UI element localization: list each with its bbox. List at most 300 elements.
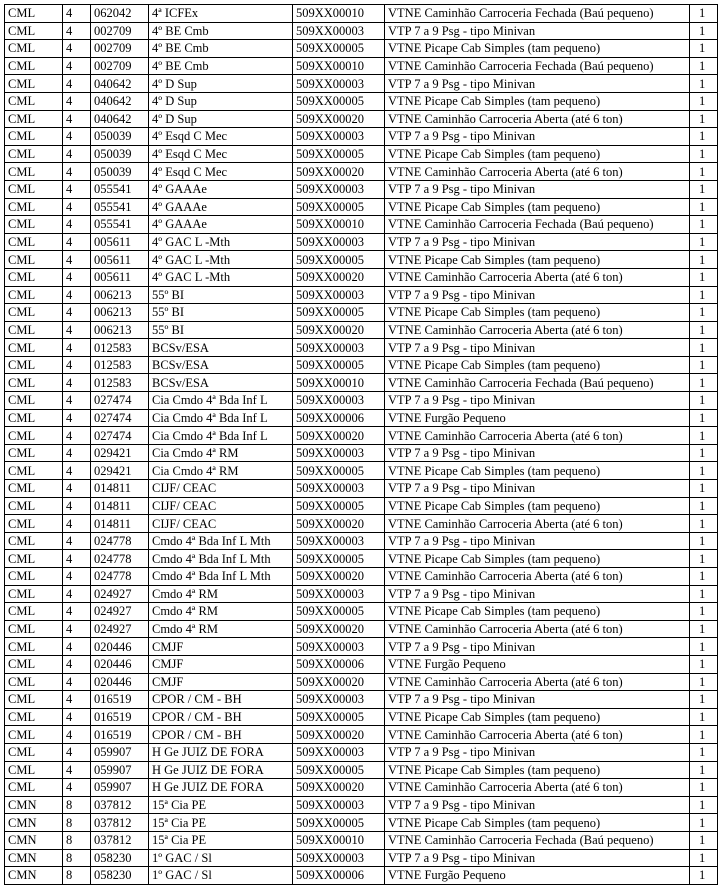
unit-name-cell: 4º BE Cmb [149,57,293,75]
quantity-cell: 1 [690,585,718,603]
unit-name-cell: 4º BE Cmb [149,40,293,58]
unit-code-cell: 027474 [91,392,149,410]
item-code-cell: 509XX00003 [293,392,385,410]
vehicle-description-cell: VTNE Caminhão Carroceria Aberta (até 6 ton) [385,110,690,128]
quantity-cell: 1 [690,462,718,480]
vehicle-description-cell: VTP 7 a 9 Psg - tipo Minivan [385,180,690,198]
unit-code-cell: 029421 [91,444,149,462]
region-cell: 4 [63,655,91,673]
command-cell: CML [5,409,63,427]
quantity-cell: 1 [690,339,718,357]
command-cell: CML [5,22,63,40]
quantity-cell: 1 [690,532,718,550]
region-cell: 4 [63,374,91,392]
quantity-cell: 1 [690,831,718,849]
item-code-cell: 509XX00020 [293,620,385,638]
region-cell: 4 [63,585,91,603]
quantity-cell: 1 [690,22,718,40]
unit-name-cell: 55º BI [149,321,293,339]
quantity-cell: 1 [690,268,718,286]
item-code-cell: 509XX00020 [293,673,385,691]
item-code-cell: 509XX00003 [293,233,385,251]
unit-code-cell: 014811 [91,497,149,515]
vehicle-description-cell: VTNE Furgão Pequeno [385,867,690,885]
quantity-cell: 1 [690,480,718,498]
command-cell: CML [5,233,63,251]
command-cell: CML [5,180,63,198]
unit-name-cell: CIJF/ CEAC [149,480,293,498]
vehicle-description-cell: VTNE Caminhão Carroceria Aberta (até 6 ton) [385,427,690,445]
table-row [5,779,718,797]
unit-name-cell: 15ª Cia PE [149,814,293,832]
unit-code-cell: 055541 [91,216,149,234]
region-cell: 4 [63,726,91,744]
region-cell: 4 [63,743,91,761]
table-row [5,532,718,550]
table-row [5,321,718,339]
item-code-cell: 509XX00003 [293,532,385,550]
region-cell: 4 [63,286,91,304]
command-cell: CML [5,339,63,357]
unit-code-cell: 055541 [91,180,149,198]
unit-code-cell: 002709 [91,57,149,75]
vehicle-description-cell: VTNE Picape Cab Simples (tam pequeno) [385,550,690,568]
vehicle-description-cell: VTNE Caminhão Carroceria Aberta (até 6 ton) [385,321,690,339]
unit-code-cell: 005611 [91,233,149,251]
table-row [5,40,718,58]
unit-name-cell: 4º Esqd C Mec [149,128,293,146]
unit-code-cell: 005611 [91,268,149,286]
vehicle-description-cell: VTNE Picape Cab Simples (tam pequeno) [385,814,690,832]
vehicle-description-cell: VTP 7 a 9 Psg - tipo Minivan [385,128,690,146]
item-code-cell: 509XX00006 [293,655,385,673]
command-cell: CML [5,779,63,797]
region-cell: 4 [63,480,91,498]
unit-name-cell: H Ge JUIZ DE FORA [149,743,293,761]
vehicle-description-cell: VTNE Picape Cab Simples (tam pequeno) [385,251,690,269]
unit-name-cell: 1º GAC / Sl [149,867,293,885]
item-code-cell: 509XX00020 [293,568,385,586]
command-cell: CMN [5,796,63,814]
unit-name-cell: BCSv/ESA [149,374,293,392]
region-cell: 4 [63,198,91,216]
quantity-cell: 1 [690,233,718,251]
vehicle-description-cell: VTNE Picape Cab Simples (tam pequeno) [385,92,690,110]
table-row [5,673,718,691]
table-row [5,796,718,814]
unit-name-cell: 4º D Sup [149,92,293,110]
unit-code-cell: 012583 [91,339,149,357]
quantity-cell: 1 [690,374,718,392]
unit-name-cell: 15ª Cia PE [149,796,293,814]
command-cell: CML [5,5,63,23]
region-cell: 4 [63,163,91,181]
unit-name-cell: Cmdo 4ª RM [149,620,293,638]
item-code-cell: 509XX00003 [293,743,385,761]
item-code-cell: 509XX00005 [293,603,385,621]
command-cell: CML [5,110,63,128]
command-cell: CML [5,92,63,110]
quantity-cell: 1 [690,550,718,568]
unit-name-cell: 15ª Cia PE [149,831,293,849]
unit-code-cell: 014811 [91,480,149,498]
quantity-cell: 1 [690,814,718,832]
command-cell: CML [5,321,63,339]
unit-name-cell: CPOR / CM - BH [149,726,293,744]
quantity-cell: 1 [690,743,718,761]
unit-name-cell: Cmdo 4ª RM [149,585,293,603]
region-cell: 4 [63,321,91,339]
region-cell: 4 [63,603,91,621]
unit-name-cell: Cia Cmdo 4ª RM [149,444,293,462]
item-code-cell: 509XX00003 [293,691,385,709]
table-row [5,427,718,445]
command-cell: CML [5,251,63,269]
command-cell: CML [5,691,63,709]
region-cell: 4 [63,392,91,410]
table-row [5,304,718,322]
quantity-cell: 1 [690,392,718,410]
table-row [5,180,718,198]
unit-code-cell: 058230 [91,849,149,867]
region-cell: 4 [63,568,91,586]
quantity-cell: 1 [690,691,718,709]
region-cell: 4 [63,691,91,709]
item-code-cell: 509XX00003 [293,849,385,867]
item-code-cell: 509XX00003 [293,75,385,93]
unit-code-cell: 014811 [91,515,149,533]
region-cell: 4 [63,339,91,357]
unit-code-cell: 016519 [91,726,149,744]
unit-name-cell: Cmdo 4ª Bda Inf L Mth [149,568,293,586]
vehicle-description-cell: VTNE Caminhão Carroceria Fechada (Baú pequeno) [385,57,690,75]
vehicle-description-cell: VTP 7 a 9 Psg - tipo Minivan [385,585,690,603]
unit-code-cell: 024927 [91,620,149,638]
table-row [5,568,718,586]
region-cell: 4 [63,110,91,128]
table-row [5,849,718,867]
unit-name-cell: H Ge JUIZ DE FORA [149,761,293,779]
command-cell: CML [5,444,63,462]
item-code-cell: 509XX00005 [293,356,385,374]
command-cell: CML [5,356,63,374]
region-cell: 4 [63,251,91,269]
item-code-cell: 509XX00003 [293,796,385,814]
quantity-cell: 1 [690,163,718,181]
unit-name-cell: Cia Cmdo 4ª Bda Inf L [149,392,293,410]
command-cell: CML [5,163,63,181]
item-code-cell: 509XX00020 [293,268,385,286]
item-code-cell: 509XX00005 [293,462,385,480]
region-cell: 4 [63,462,91,480]
region-cell: 4 [63,409,91,427]
quantity-cell: 1 [690,796,718,814]
region-cell: 4 [63,268,91,286]
region-cell: 8 [63,814,91,832]
table-row [5,585,718,603]
unit-code-cell: 024927 [91,585,149,603]
unit-name-cell: 4º GAAAe [149,180,293,198]
quantity-cell: 1 [690,427,718,445]
unit-name-cell: 4º D Sup [149,110,293,128]
table-row [5,22,718,40]
vehicle-description-cell: VTNE Caminhão Carroceria Aberta (até 6 ton) [385,268,690,286]
unit-code-cell: 024778 [91,568,149,586]
quantity-cell: 1 [690,57,718,75]
table-row [5,743,718,761]
vehicle-description-cell: VTP 7 a 9 Psg - tipo Minivan [385,233,690,251]
table-body [5,5,718,885]
region-cell: 4 [63,145,91,163]
vehicle-description-cell: VTNE Caminhão Carroceria Aberta (até 6 ton) [385,779,690,797]
quantity-cell: 1 [690,673,718,691]
table-row [5,620,718,638]
command-cell: CMN [5,867,63,885]
region-cell: 4 [63,550,91,568]
quantity-cell: 1 [690,568,718,586]
command-cell: CML [5,550,63,568]
region-cell: 4 [63,216,91,234]
item-code-cell: 509XX00006 [293,867,385,885]
unit-code-cell: 027474 [91,409,149,427]
item-code-cell: 509XX00005 [293,708,385,726]
region-cell: 4 [63,92,91,110]
quantity-cell: 1 [690,198,718,216]
table-row [5,691,718,709]
region-cell: 4 [63,57,91,75]
vehicle-description-cell: VTNE Picape Cab Simples (tam pequeno) [385,304,690,322]
vehicle-description-cell: VTNE Picape Cab Simples (tam pequeno) [385,462,690,480]
quantity-cell: 1 [690,110,718,128]
command-cell: CML [5,40,63,58]
region-cell: 4 [63,497,91,515]
unit-code-cell: 050039 [91,145,149,163]
table-row [5,356,718,374]
unit-code-cell: 037812 [91,796,149,814]
region-cell: 4 [63,673,91,691]
region-cell: 4 [63,515,91,533]
quantity-cell: 1 [690,638,718,656]
quantity-cell: 1 [690,444,718,462]
table-row [5,515,718,533]
vehicle-description-cell: VTNE Caminhão Carroceria Aberta (até 6 ton) [385,515,690,533]
unit-code-cell: 050039 [91,163,149,181]
vehicle-description-cell: VTNE Furgão Pequeno [385,409,690,427]
table-row [5,145,718,163]
vehicle-description-cell: VTNE Caminhão Carroceria Aberta (até 6 ton) [385,620,690,638]
table-row [5,814,718,832]
quantity-cell: 1 [690,128,718,146]
unit-code-cell: 059907 [91,761,149,779]
quantity-cell: 1 [690,92,718,110]
region-cell: 4 [63,128,91,146]
command-cell: CML [5,532,63,550]
unit-code-cell: 058230 [91,867,149,885]
vehicle-description-cell: VTNE Caminhão Carroceria Fechada (Baú pequeno) [385,374,690,392]
item-code-cell: 509XX00005 [293,92,385,110]
unit-code-cell: 020446 [91,638,149,656]
unit-name-cell: 4º GAC L -Mth [149,268,293,286]
unit-code-cell: 002709 [91,40,149,58]
vehicle-description-cell: VTNE Picape Cab Simples (tam pequeno) [385,198,690,216]
quantity-cell: 1 [690,726,718,744]
quantity-cell: 1 [690,216,718,234]
command-cell: CML [5,268,63,286]
quantity-cell: 1 [690,620,718,638]
item-code-cell: 509XX00010 [293,216,385,234]
table-row [5,550,718,568]
unit-code-cell: 040642 [91,75,149,93]
quantity-cell: 1 [690,779,718,797]
unit-name-cell: BCSv/ESA [149,339,293,357]
command-cell: CML [5,708,63,726]
unit-name-cell: 4ª ICFEx [149,5,293,23]
command-cell: CML [5,198,63,216]
quantity-cell: 1 [690,251,718,269]
quantity-cell: 1 [690,867,718,885]
quantity-cell: 1 [690,356,718,374]
region-cell: 8 [63,831,91,849]
region-cell: 4 [63,180,91,198]
item-code-cell: 509XX00010 [293,57,385,75]
unit-name-cell: CPOR / CM - BH [149,708,293,726]
command-cell: CML [5,462,63,480]
table-row [5,216,718,234]
item-code-cell: 509XX00005 [293,814,385,832]
unit-name-cell: CPOR / CM - BH [149,691,293,709]
vehicle-description-cell: VTP 7 a 9 Psg - tipo Minivan [385,691,690,709]
command-cell: CML [5,568,63,586]
unit-name-cell: 4º Esqd C Mec [149,163,293,181]
table-row [5,339,718,357]
item-code-cell: 509XX00020 [293,321,385,339]
table-row [5,497,718,515]
region-cell: 4 [63,444,91,462]
table-row [5,392,718,410]
unit-code-cell: 012583 [91,374,149,392]
vehicle-description-cell: VTP 7 a 9 Psg - tipo Minivan [385,392,690,410]
vehicle-description-cell: VTP 7 a 9 Psg - tipo Minivan [385,444,690,462]
item-code-cell: 509XX00005 [293,251,385,269]
unit-code-cell: 006213 [91,304,149,322]
table-row [5,128,718,146]
unit-name-cell: 4º GAC L -Mth [149,251,293,269]
item-code-cell: 509XX00005 [293,550,385,568]
item-code-cell: 509XX00020 [293,163,385,181]
table-row [5,761,718,779]
table-row [5,75,718,93]
region-cell: 4 [63,75,91,93]
table-row [5,233,718,251]
unit-name-cell: CIJF/ CEAC [149,497,293,515]
command-cell: CML [5,427,63,445]
item-code-cell: 509XX00010 [293,831,385,849]
unit-code-cell: 006213 [91,286,149,304]
vehicle-description-cell: VTNE Furgão Pequeno [385,655,690,673]
region-cell: 4 [63,620,91,638]
table-row [5,726,718,744]
quantity-cell: 1 [690,603,718,621]
unit-name-cell: Cmdo 4ª RM [149,603,293,621]
item-code-cell: 509XX00003 [293,638,385,656]
region-cell: 4 [63,761,91,779]
unit-name-cell: 55º BI [149,304,293,322]
table-row [5,198,718,216]
vehicle-description-cell: VTP 7 a 9 Psg - tipo Minivan [385,743,690,761]
table-row [5,92,718,110]
command-cell: CML [5,57,63,75]
unit-name-cell: Cmdo 4ª Bda Inf L Mth [149,532,293,550]
quantity-cell: 1 [690,40,718,58]
vehicle-description-cell: VTNE Caminhão Carroceria Aberta (até 6 ton) [385,163,690,181]
region-cell: 4 [63,532,91,550]
table-row [5,268,718,286]
table-row [5,444,718,462]
vehicle-description-cell: VTNE Picape Cab Simples (tam pequeno) [385,708,690,726]
command-cell: CML [5,286,63,304]
command-cell: CML [5,515,63,533]
command-cell: CML [5,75,63,93]
command-cell: CML [5,743,63,761]
vehicle-description-cell: VTP 7 a 9 Psg - tipo Minivan [385,532,690,550]
command-cell: CML [5,585,63,603]
item-code-cell: 509XX00005 [293,145,385,163]
unit-name-cell: CMJF [149,673,293,691]
unit-name-cell: 4º BE Cmb [149,22,293,40]
unit-name-cell: CMJF [149,655,293,673]
unit-code-cell: 059907 [91,779,149,797]
region-cell: 4 [63,22,91,40]
vehicle-description-cell: VTP 7 a 9 Psg - tipo Minivan [385,480,690,498]
quantity-cell: 1 [690,761,718,779]
item-code-cell: 509XX00010 [293,374,385,392]
item-code-cell: 509XX00005 [293,304,385,322]
vehicle-description-cell: VTP 7 a 9 Psg - tipo Minivan [385,796,690,814]
unit-name-cell: 4º D Sup [149,75,293,93]
unit-code-cell: 005611 [91,251,149,269]
vehicle-allocation-table [4,4,718,885]
unit-code-cell: 062042 [91,5,149,23]
item-code-cell: 509XX00006 [293,409,385,427]
vehicle-description-cell: VTNE Picape Cab Simples (tam pequeno) [385,761,690,779]
unit-code-cell: 029421 [91,462,149,480]
unit-code-cell: 016519 [91,708,149,726]
table-row [5,5,718,23]
region-cell: 4 [63,779,91,797]
quantity-cell: 1 [690,655,718,673]
unit-name-cell: 4º GAAAe [149,216,293,234]
vehicle-description-cell: VTP 7 a 9 Psg - tipo Minivan [385,339,690,357]
command-cell: CML [5,374,63,392]
region-cell: 8 [63,849,91,867]
item-code-cell: 509XX00010 [293,5,385,23]
table-row [5,638,718,656]
vehicle-description-cell: VTP 7 a 9 Psg - tipo Minivan [385,638,690,656]
table-row [5,708,718,726]
unit-name-cell: Cmdo 4ª Bda Inf L Mth [149,550,293,568]
command-cell: CML [5,128,63,146]
table-row [5,163,718,181]
item-code-cell: 509XX00003 [293,444,385,462]
quantity-cell: 1 [690,849,718,867]
vehicle-description-cell: VTP 7 a 9 Psg - tipo Minivan [385,75,690,93]
unit-name-cell: CMJF [149,638,293,656]
item-code-cell: 509XX00005 [293,40,385,58]
command-cell: CML [5,603,63,621]
vehicle-description-cell: VTNE Caminhão Carroceria Fechada (Baú pequeno) [385,831,690,849]
unit-code-cell: 020446 [91,655,149,673]
command-cell: CMN [5,814,63,832]
